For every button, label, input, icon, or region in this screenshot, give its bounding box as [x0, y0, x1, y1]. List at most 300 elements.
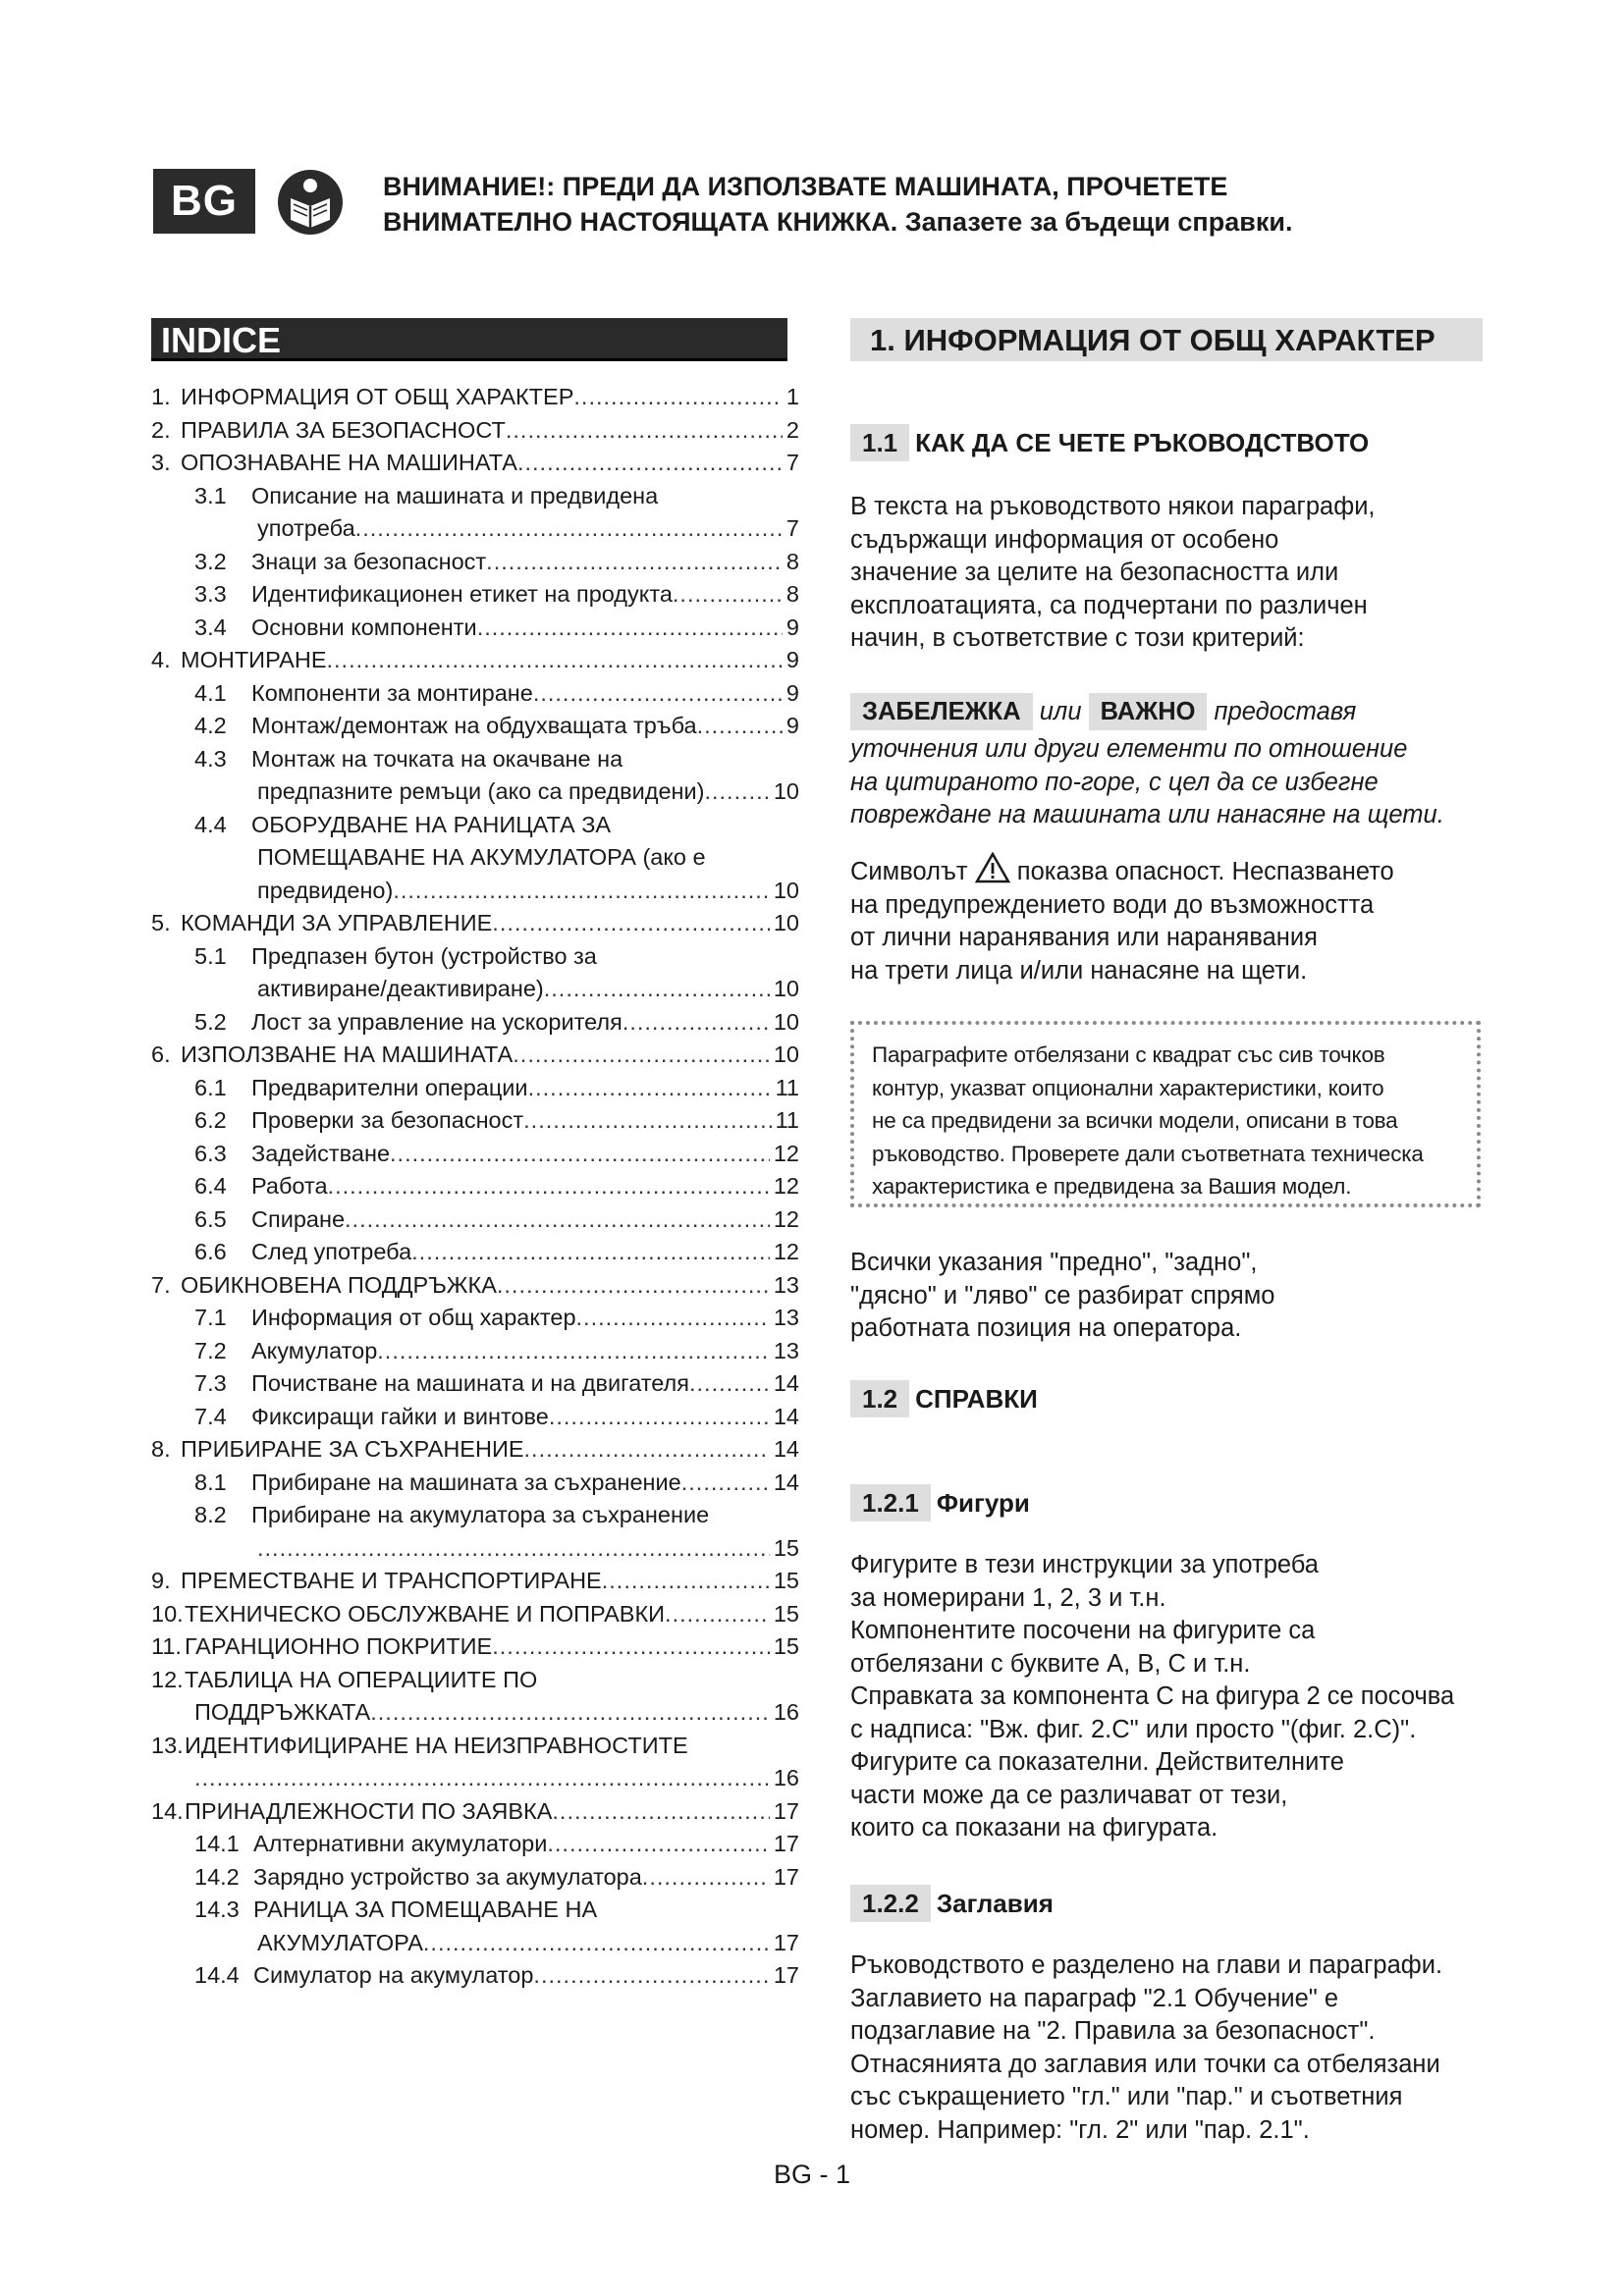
toc-entry: [151, 1762, 799, 1795]
toc-entry: [151, 1138, 799, 1171]
toc-title: INDICE: [151, 318, 787, 361]
para-line: от лични наранявания или наранявания: [850, 924, 1318, 951]
toc-entry-text: [151, 381, 573, 414]
toc-leader-dots: [552, 1795, 769, 1829]
toc-entry-text: [151, 644, 327, 677]
toc-entry-number: 1.: [151, 384, 171, 409]
subsection-1-2-heading: [850, 1380, 1038, 1415]
toc-page-number: 9: [785, 614, 799, 640]
header-warning: [383, 169, 1365, 240]
toc-entry-text: [151, 414, 506, 448]
subsection-1-2-1-heading: [850, 1484, 1030, 1520]
note-line: уточнения или други елементи по отношение: [850, 735, 1408, 763]
toc-entry-text: [194, 743, 623, 776]
toc-entry: [151, 512, 799, 546]
symbol-line: [850, 852, 1498, 889]
warning-line-2: ВНИМАТЕЛНО НАСТОЯЩАТА КНИЖКА. Запазете за бъдещи справки.: [383, 207, 1293, 237]
box-line: не са предвидени за всички модели, описани в това: [872, 1108, 1398, 1133]
toc-entry-number: 10.: [151, 1600, 184, 1627]
toc-page-number: 7: [785, 450, 799, 475]
toc-page-number: 12: [773, 1140, 799, 1166]
toc-entry: [151, 546, 799, 579]
toc-page-number: 11: [775, 1074, 799, 1100]
paragraph-directions: [850, 1247, 1498, 1346]
note-line: на цитираното по-горе, с цел да се избегне: [850, 768, 1379, 796]
toc-entry-number: 2.: [151, 416, 171, 443]
toc-entry-text: [194, 940, 597, 974]
toc-page-number: 13: [773, 1271, 799, 1298]
toc-page-number: 12: [773, 1239, 799, 1264]
toc-entry: [151, 1664, 799, 1697]
toc-entry-title: МОНТИРАНЕ: [181, 647, 327, 672]
toc-entry-text: [257, 841, 706, 875]
para-line: които са показани на фигурата.: [850, 1814, 1218, 1842]
toc-page-number: 14: [773, 1403, 799, 1429]
toc-entry-number: 8.2: [194, 1502, 227, 1527]
toc-page-number: 10: [773, 976, 799, 1001]
toc-leader-dots: [544, 973, 770, 1006]
toc-entry-number: 5.2: [194, 1008, 227, 1035]
para-line: начин, в съответствие с този критерий:: [850, 624, 1305, 652]
para-line: експлоатацията, са подчертани по различен: [850, 591, 1368, 619]
toc-entry-text: [257, 1927, 423, 1960]
symbol-pre-text: Символът: [850, 858, 968, 885]
toc-page-number: 12: [773, 1205, 799, 1232]
toc-page-number: 10: [773, 910, 799, 935]
toc-leader-dots: [576, 1302, 770, 1335]
toc-entry-title: Идентификационен етикет на продукта: [251, 581, 673, 607]
toc-leader-dots: [673, 578, 783, 612]
toc-entry-title: ПОДДРЪЖКАТА: [194, 1699, 371, 1725]
toc-entry-text: [194, 480, 658, 513]
toc-entry: [151, 1039, 799, 1072]
toc-entry-title: ГАРАНЦИОННО ПОКРИТИЕ: [185, 1633, 493, 1659]
toc-page-number: 10: [773, 877, 799, 903]
toc-leader-dots: [492, 1630, 770, 1664]
toc-entry-text: [151, 1795, 552, 1829]
toc-entry-title: ОБИКНОВЕНА ПОДДРЪЖКА: [181, 1271, 497, 1298]
toc-entry: [151, 1203, 799, 1237]
note-line: повреждане на машината или нанасяне на щети.: [850, 801, 1444, 828]
toc-page-number: 17: [773, 1929, 799, 1955]
toc-entry-text: [151, 1039, 513, 1072]
subsection-1-2-2-heading: [850, 1885, 1054, 1920]
toc-entry: [151, 1565, 799, 1598]
paragraph-danger-symbol: [850, 852, 1498, 988]
toc-entry: [151, 1630, 799, 1664]
toc-entry: [151, 940, 799, 974]
toc-entry-text: [257, 973, 544, 1006]
para-line: значение за целите на безопасността или: [850, 559, 1339, 586]
box-line: ръководство. Проверете дали съответната техническа: [872, 1141, 1424, 1166]
toc-leader-dots: [689, 1367, 770, 1401]
toc-leader-dots: [623, 1006, 770, 1040]
toc-entry-text: [194, 1335, 377, 1368]
toc-page-number: 17: [773, 1962, 799, 1988]
toc-entry: [151, 1104, 799, 1138]
toc-entry-number: 8.: [151, 1436, 171, 1462]
toc-page-number: 14: [773, 1370, 799, 1396]
para-line: работната позиция на оператора.: [850, 1314, 1242, 1342]
para-line: Отнасянията до заглавия или точки са отбелязани: [850, 2050, 1440, 2078]
toc-leader-dots: [665, 1598, 770, 1631]
toc-entry-text: [194, 578, 673, 612]
para-line: Фигурите в тези инструкции за употреба: [850, 1551, 1319, 1578]
toc-entry-title: ТАБЛИЦА НА ОПЕРАЦИИТЕ ПО: [185, 1666, 538, 1692]
para-line: подзаглавие на "2. Правила за безопасност".: [850, 2017, 1376, 2045]
toc-entry-title: ПРЕМЕСТВАНЕ И ТРАНСПОРТИРАНЕ: [181, 1568, 602, 1593]
toc-entry: [151, 1861, 799, 1895]
subsection-title: Заглавия: [936, 1889, 1054, 1918]
subsection-title: КАК ДА СЕ ЧЕТЕ РЪКОВОДСТВОТО: [915, 428, 1370, 457]
toc-leader-dots: [704, 775, 769, 809]
toc-entry: [151, 1401, 799, 1434]
toc-entry: [151, 1170, 799, 1203]
toc-entry-text: [194, 1861, 642, 1895]
para-line: номер. Например: "гл. 2" или "пар. 2.1".: [850, 2115, 1310, 2144]
toc-entry-text: [257, 775, 704, 809]
toc-entry-text: [194, 1959, 533, 1993]
toc-page-number: 13: [773, 1305, 799, 1330]
toc-page-number: 9: [785, 679, 799, 706]
toc-entry-number: 11.: [151, 1633, 182, 1659]
para-line: отбелязани с буквите А, В, С и т.н.: [850, 1649, 1251, 1678]
para-line: за номерирани 1, 2, 3 и т.н.: [850, 1583, 1166, 1612]
toc-entry-title: Основни компоненти: [251, 614, 477, 640]
toc-entry-number: 7.4: [194, 1403, 227, 1429]
toc-entry-title: предпазните ремъци (ако са предвидени): [257, 778, 705, 804]
toc-entry-title: предвидено): [257, 877, 394, 903]
toc-entry-text: [194, 1894, 597, 1927]
toc-entry-title: активиране/деактивиране): [257, 976, 544, 1001]
toc-entry-number: 9.: [151, 1568, 171, 1593]
toc-entry: [151, 1795, 799, 1829]
toc-entry-number: 14.2: [194, 1863, 240, 1890]
toc-leader-dots: [513, 1039, 770, 1072]
toc-entry-text: [194, 677, 533, 711]
paragraph-figures: [850, 1549, 1528, 1845]
toc-leader-dots: [602, 1565, 770, 1598]
note-important-line: [850, 693, 1518, 730]
toc-page-number: 8: [785, 548, 799, 574]
toc-entry-title: Компоненти за монтиране: [251, 679, 533, 706]
toc-entry-text: [194, 1203, 345, 1237]
toc-entry-text: [151, 447, 517, 480]
toc-entry-number: 13.: [151, 1732, 184, 1758]
read-manual-icon: [277, 169, 344, 236]
toc-entry-title: Работа: [251, 1173, 328, 1199]
toc-entry-title: ПРАВИЛА ЗА БЕЗОПАСНОСТ: [181, 416, 506, 443]
toc-page-number: 16: [773, 1765, 799, 1790]
box-line: Параграфите отбелязани с квадрат със сив точков: [872, 1042, 1385, 1067]
toc-entry-number: 12.: [151, 1666, 184, 1692]
toc-entry: [151, 1499, 799, 1532]
subsection-number: 1.1: [850, 424, 909, 461]
toc-entry-number: 8.1: [194, 1468, 227, 1495]
toc-entry-number: 3.1: [194, 482, 227, 508]
toc-entry-title: ПРИБИРАНЕ ЗА СЪХРАНЕНИЕ: [181, 1436, 524, 1462]
subsection-title: Фигури: [936, 1488, 1030, 1518]
toc-entry: [151, 1730, 799, 1763]
subsection-number: 1.2.1: [850, 1484, 931, 1522]
toc-leader-dots: [257, 1532, 770, 1566]
toc-entry-title: КОМАНДИ ЗА УПРАВЛЕНИЕ: [181, 910, 493, 935]
toc-entry-title: Почистване на машината и на двигателя: [251, 1370, 689, 1396]
toc-entry-text: [151, 1269, 497, 1303]
toc-entry-title: ПОМЕЩАВАНЕ НА АКУМУЛАТОРА (ако е: [257, 844, 706, 870]
symbol-post-text: показва опасност. Неспазването: [1016, 858, 1394, 885]
para-line: Фигурите са показателни. Действителните: [850, 1748, 1344, 1776]
toc-entry: [151, 1269, 799, 1303]
toc-entry-text: [257, 512, 355, 546]
toc-page-number: 17: [773, 1863, 799, 1890]
toc-entry-text: [194, 1367, 689, 1401]
toc-entry-number: 6.2: [194, 1107, 227, 1133]
toc-entry-title: Знаци за безопасност: [251, 548, 487, 574]
toc-leader-dots: [492, 907, 770, 940]
toc-entry: [151, 1433, 799, 1467]
toc-entry-text: [194, 1236, 411, 1269]
toc-entry-title: Зарядно устройство за акумулатора: [253, 1863, 642, 1890]
toc-leader-dots: [377, 1335, 770, 1368]
note-or: или: [1039, 698, 1082, 725]
toc-page-number: 7: [785, 515, 799, 541]
toc-entry-title: Монтаж на точката на окачване на: [251, 745, 623, 772]
subsection-title: СПРАВКИ: [915, 1384, 1038, 1414]
para-line: Всички указания "предно", "задно",: [850, 1249, 1258, 1276]
toc-entry-text: [257, 875, 393, 908]
toc-entry-number: 4.3: [194, 745, 227, 772]
toc-entry-number: 7.1: [194, 1305, 227, 1330]
toc-entry-number: 7.: [151, 1271, 171, 1298]
para-line: на предупреждението води до възможността: [850, 890, 1375, 919]
toc-entry-text: [151, 1730, 688, 1763]
toc-entry-number: 14.3: [194, 1896, 240, 1922]
toc-entry-text: [194, 1072, 528, 1105]
toc-entry-title: След употреба: [251, 1239, 412, 1264]
toc-entry: [151, 973, 799, 1006]
toc-entry-text: [151, 1433, 524, 1467]
toc-entry: [151, 710, 799, 743]
toc-entry: [151, 414, 799, 448]
toc-entry-number: 6.4: [194, 1173, 227, 1199]
toc-entry-number: 6.: [151, 1041, 171, 1067]
toc-entry: [151, 1894, 799, 1927]
toc-entry-number: 14.4: [194, 1962, 240, 1988]
toc-entry: [151, 907, 799, 940]
toc-leader-dots: [533, 1959, 769, 1993]
para-line: части може да се различават от тези,: [850, 1781, 1288, 1809]
toc-page-number: 16: [773, 1699, 799, 1725]
toc-entry-title: Прибиране на акумулатора за съхранение: [251, 1502, 710, 1527]
important-tag: ВАЖНО: [1089, 693, 1208, 730]
toc-entry-number: 3.4: [194, 614, 227, 640]
toc-leader-dots: [528, 1072, 772, 1105]
para-line: с надписа: "Вж. фиг. 2.С" или просто "(фиг. 2.С)".: [850, 1715, 1417, 1743]
toc-entry-title: ОБОРУДВАНЕ НА РАНИЦАТА ЗА: [251, 811, 612, 837]
language-badge: BG: [153, 169, 255, 234]
toc-entry-number: 3.: [151, 450, 171, 475]
toc-entry: [151, 612, 799, 645]
toc-page-number: 9: [785, 713, 799, 738]
toc-entry-text: [194, 1467, 681, 1500]
toc-entry: [151, 1696, 799, 1730]
toc-page-number: 9: [785, 647, 799, 672]
toc-entry-title: Лост за управление на ускорителя: [251, 1008, 623, 1035]
toc-entry: [151, 677, 799, 711]
toc-entry-text: [194, 612, 477, 645]
toc-entry-text: [151, 907, 492, 940]
toc-entry-title: Симулатор на акумулатор: [253, 1962, 534, 1988]
toc-page-number: 10: [773, 778, 799, 804]
toc-entry-text: [151, 1664, 537, 1697]
toc-entry-number: 3.2: [194, 548, 227, 574]
toc-entry-number: 5.: [151, 910, 171, 935]
toc-page-number: 12: [773, 1173, 799, 1199]
toc-entry-title: Предпазен бутон (устройство за: [251, 942, 597, 969]
toc-entry: [151, 1072, 799, 1105]
para-line: Справката за компонента С на фигура 2 се посочва: [850, 1682, 1455, 1710]
toc-leader-dots: [533, 677, 783, 711]
para-line: В текста на ръководството някои параграфи,: [850, 493, 1376, 520]
toc-entry-number: 6.5: [194, 1205, 227, 1232]
toc-entry: [151, 775, 799, 809]
toc-leader-dots: [697, 710, 783, 743]
toc-entry-title: АКУМУЛАТОРА: [257, 1929, 423, 1955]
toc-leader-dots: [345, 1203, 770, 1237]
note-explanation: [850, 733, 1518, 832]
toc-page-number: 14: [773, 1436, 799, 1462]
toc-entry-text: [194, 1170, 328, 1203]
toc-entry-title: Фиксиращи гайки и винтове: [251, 1403, 549, 1429]
toc-entry: [151, 480, 799, 513]
toc-entry: [151, 1367, 799, 1401]
toc-leader-dots: [393, 875, 770, 908]
toc-leader-dots: [497, 1269, 770, 1303]
toc-entry-title: употреба: [257, 515, 355, 541]
para-line: със съкращението "гл." или "пар." и съответния: [850, 2083, 1403, 2110]
toc-entry-text: [194, 1104, 523, 1138]
toc-page-number: 1: [785, 384, 799, 409]
toc-leader-dots: [411, 1236, 770, 1269]
warning-line-1: ВНИМАНИЕ!: ПРЕДИ ДА ИЗПОЛЗВАТЕ МАШИНАТА, ПРОЧЕТЕТЕ: [383, 172, 1228, 201]
toc-entry-title: Спиране: [251, 1205, 346, 1232]
toc-entry-text: [194, 710, 697, 743]
para-line: съдържащи информация от особено: [850, 525, 1279, 554]
toc-leader-dots: [573, 381, 783, 414]
toc-leader-dots: [355, 512, 783, 546]
toc-entry: [151, 1006, 799, 1040]
toc-leader-dots: [423, 1927, 770, 1960]
toc-entry-text: [194, 1006, 623, 1040]
toc-leader-dots: [506, 414, 783, 448]
toc-leader-dots: [477, 612, 783, 645]
toc-page-number: 8: [785, 581, 799, 607]
toc-leader-dots: [642, 1861, 770, 1895]
toc-entry-title: ИНФОРМАЦИЯ ОТ ОБЩ ХАРАКТЕР: [181, 384, 574, 409]
para-line: Ръководството е разделено на глави и параграфи.: [850, 1951, 1443, 1979]
box-line: характеристика е предвидена за Вашия модел.: [872, 1174, 1352, 1199]
toc-entry: [151, 381, 799, 414]
toc-entry-title: Монтаж/демонтаж на обдухващата тръба: [251, 713, 697, 738]
subsection-1-1-heading: [850, 424, 1369, 459]
toc-leader-dots: [486, 546, 783, 579]
toc-leader-dots: [524, 1433, 770, 1467]
toc-page-number: 15: [773, 1534, 799, 1561]
toc-entry: [151, 743, 799, 776]
toc-entry-number: 7.2: [194, 1337, 227, 1363]
toc-page-number: 10: [773, 1008, 799, 1035]
toc-entry-text: [194, 1302, 576, 1335]
warning-triangle-icon: [975, 852, 1010, 883]
optional-features-box: [850, 1021, 1481, 1207]
toc-entry: [151, 447, 799, 480]
toc-leader-dots: [194, 1762, 770, 1795]
toc-entry-number: 4.4: [194, 811, 227, 837]
toc-entry-text: [194, 1401, 549, 1434]
toc-page-number: 13: [773, 1337, 799, 1363]
toc-entry-text: [151, 1565, 602, 1598]
toc-entry: [151, 1532, 799, 1566]
toc-entry: [151, 809, 799, 842]
toc-leader-dots: [523, 1104, 771, 1138]
toc-page-number: 11: [775, 1107, 799, 1133]
toc-entry-title: Описание на машината и предвидена: [251, 482, 659, 508]
toc-page-number: 15: [773, 1633, 799, 1659]
toc-entry-title: ИЗПОЛЗВАНЕ НА МАШИНАТА: [181, 1041, 514, 1067]
toc-leader-dots: [327, 644, 783, 677]
toc-entry-number: 14.1: [194, 1831, 240, 1856]
toc-page-number: 15: [773, 1568, 799, 1593]
toc-entry-text: [151, 1630, 492, 1664]
toc-page-number: 17: [773, 1797, 799, 1824]
para-line: на трети лица и/или нанасяне на щети.: [850, 956, 1308, 985]
toc-entry: [151, 578, 799, 612]
toc-page-number: 10: [773, 1041, 799, 1067]
toc-entry-title: Задействане: [251, 1140, 391, 1166]
toc-entry-number: 3.3: [194, 581, 227, 607]
box-line: контур, указват опционални характеристики, които: [872, 1075, 1384, 1100]
toc-entry-text: [194, 1828, 547, 1861]
toc-page-number: 14: [773, 1468, 799, 1495]
toc-entry-title: ПРИНАДЛЕЖНОСТИ ПО ЗАЯВКА: [185, 1797, 553, 1824]
toc-entry: [151, 1335, 799, 1368]
paragraph-headings: [850, 1949, 1528, 2147]
toc-entry: [151, 1959, 799, 1993]
toc-entry-title: Проверки за безопасност: [251, 1107, 524, 1133]
toc-entry-number: 6.1: [194, 1074, 227, 1100]
toc-entry-text: [194, 1499, 709, 1532]
toc-entry-number: 14.: [151, 1797, 184, 1824]
toc-leader-dots: [370, 1696, 770, 1730]
toc-leader-dots: [517, 447, 783, 480]
toc-entry-title: Предварителни операции: [251, 1074, 528, 1100]
toc-entry-text: [194, 546, 486, 579]
toc-entry: [151, 1598, 799, 1631]
toc-entry-title: ИДЕНТИФИЦИРАНЕ НА НЕИЗПРАВНОСТИТЕ: [185, 1732, 688, 1758]
toc-leader-dots: [547, 1828, 770, 1861]
toc-leader-dots: [328, 1170, 770, 1203]
toc-entry: [151, 841, 799, 875]
toc-entry-text: [194, 1696, 370, 1730]
toc-entry-text: [194, 809, 611, 842]
toc-leader-dots: [390, 1138, 770, 1171]
toc-entry-number: 4.2: [194, 713, 227, 738]
para-line: Компонентите посочени на фигурите са: [850, 1617, 1316, 1644]
table-of-contents: [151, 381, 799, 1993]
toc-entry-title: ОПОЗНАВАНЕ НА МАШИНАТА: [181, 450, 517, 475]
toc-entry: [151, 1927, 799, 1960]
